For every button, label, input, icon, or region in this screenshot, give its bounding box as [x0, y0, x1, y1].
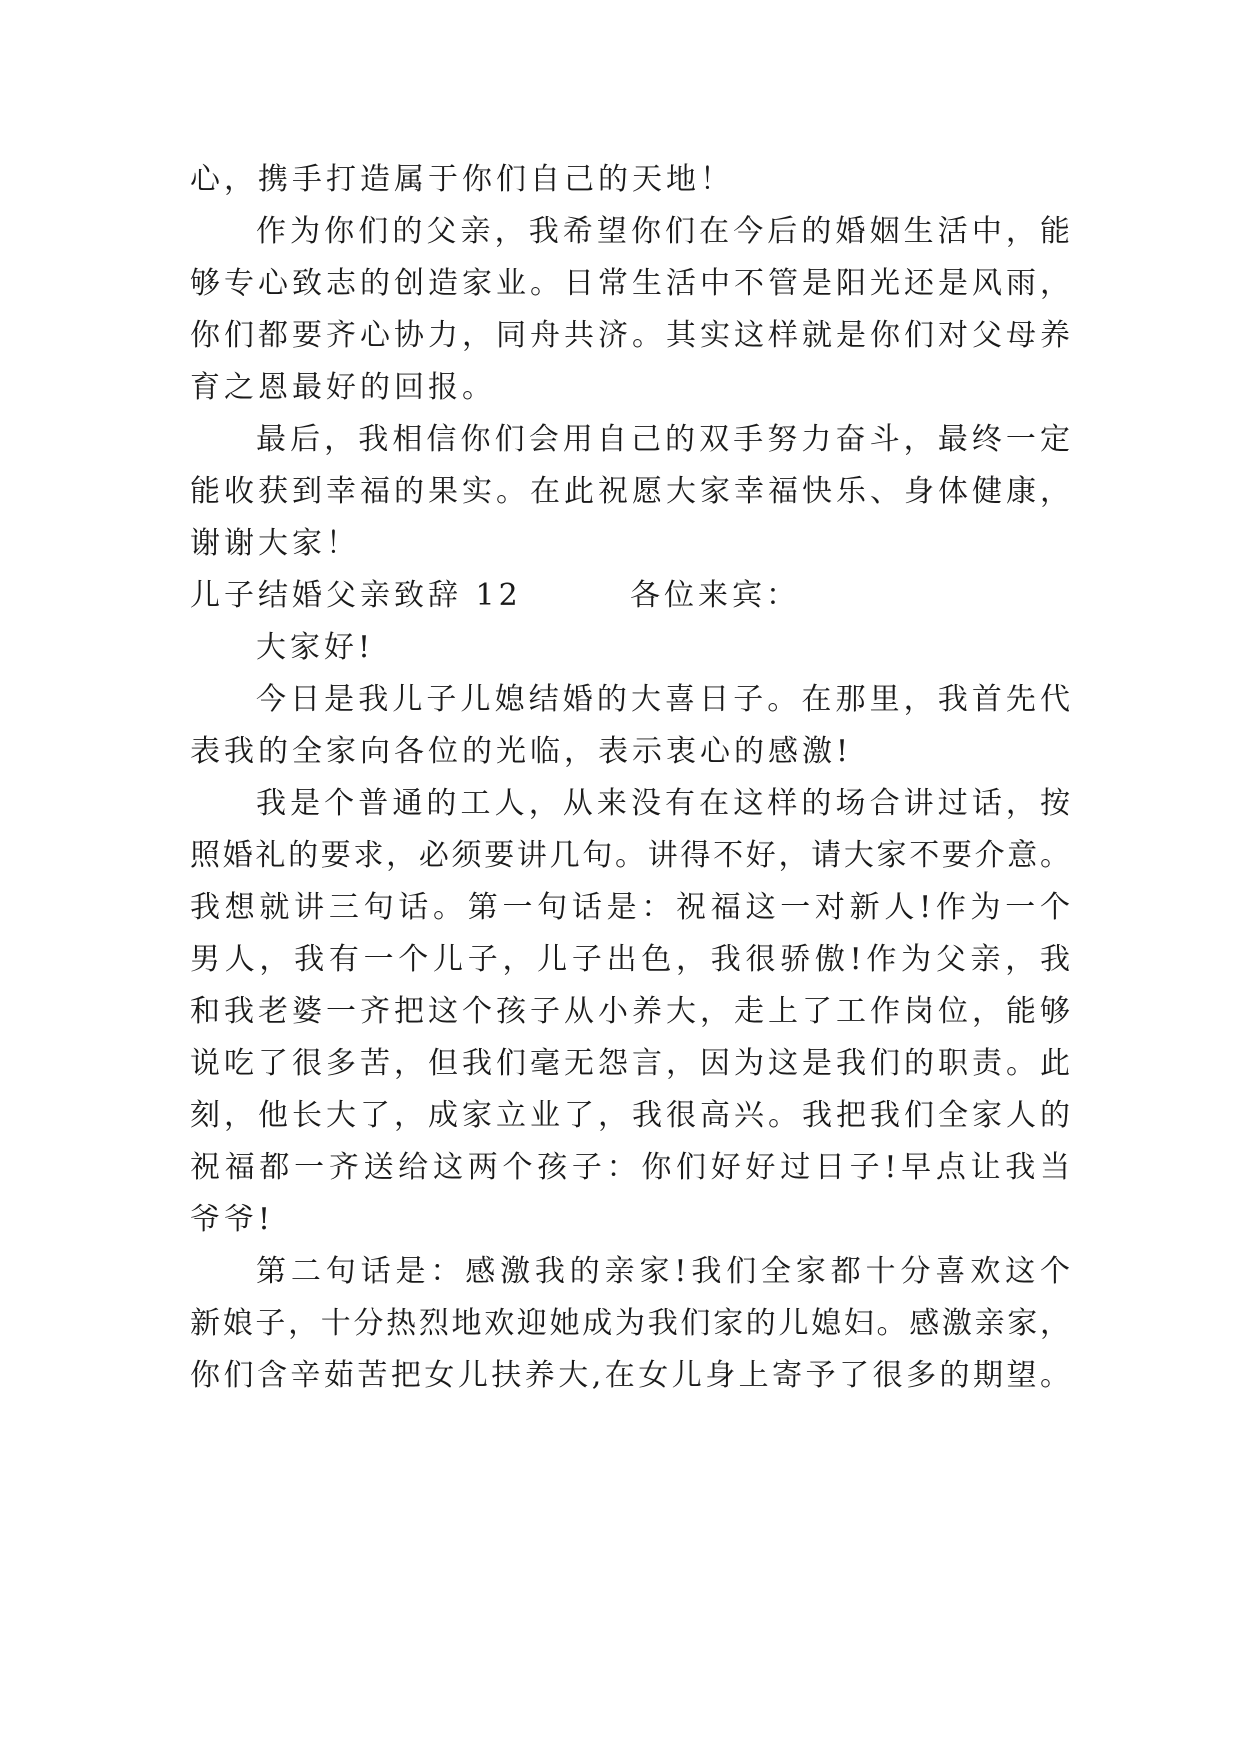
text-line: 爷爷!	[190, 1202, 275, 1237]
text-line: 男人，我有一个儿子，儿子出色，我很骄傲!作为父亲，我	[190, 942, 1070, 977]
text-line: 你们含辛茹苦把女儿扶养大,在女儿身上寄予了很多的期望。	[190, 1358, 1070, 1393]
text-line: 谢谢大家！	[190, 526, 360, 561]
text-line: 祝福都一齐送给这两个孩子：你们好好过日子!早点让我当	[190, 1150, 1070, 1185]
text-line: 心，携手打造属于你们自己的天地！	[190, 162, 734, 197]
section-heading: 儿子结婚父亲致辞 12 各位来宾：	[190, 578, 800, 613]
text-line: 我是个普通的工人，从来没有在这样的场合讲过话，按	[256, 786, 1070, 821]
text-line: 能收获到幸福的果实。在此祝愿大家幸福快乐、身体健康，	[190, 474, 1070, 509]
text-line: 育之恩最好的回报。	[190, 370, 496, 405]
text-line: 表我的全家向各位的光临，表示衷心的感激!	[190, 734, 853, 769]
text-line: 新娘子，十分热烈地欢迎她成为我们家的儿媳妇。感激亲家，	[190, 1306, 1070, 1341]
text-line: 大家好!	[256, 630, 375, 665]
text-line: 最后，我相信你们会用自己的双手努力奋斗，最终一定	[256, 422, 1070, 457]
text-line: 作为你们的父亲，我希望你们在今后的婚姻生活中，能	[256, 214, 1070, 249]
text-line: 第二句话是：感激我的亲家!我们全家都十分喜欢这个	[256, 1254, 1070, 1289]
text-line: 你们都要齐心协力，同舟共济。其实这样就是你们对父母养	[190, 318, 1070, 353]
text-line: 今日是我儿子儿媳结婚的大喜日子。在那里，我首先代	[256, 682, 1070, 717]
text-line: 照婚礼的要求，必须要讲几句。讲得不好，请大家不要介意。	[190, 838, 1070, 873]
text-line: 刻，他长大了，成家立业了，我很高兴。我把我们全家人的	[190, 1098, 1070, 1133]
text-line: 够专心致志的创造家业。日常生活中不管是阳光还是风雨，	[190, 266, 1070, 301]
text-line: 说吃了很多苦，但我们毫无怨言，因为这是我们的职责。此	[190, 1046, 1070, 1081]
text-line: 我想就讲三句话。第一句话是：祝福这一对新人!作为一个	[190, 890, 1070, 925]
text-line: 和我老婆一齐把这个孩子从小养大，走上了工作岗位，能够	[190, 994, 1070, 1029]
